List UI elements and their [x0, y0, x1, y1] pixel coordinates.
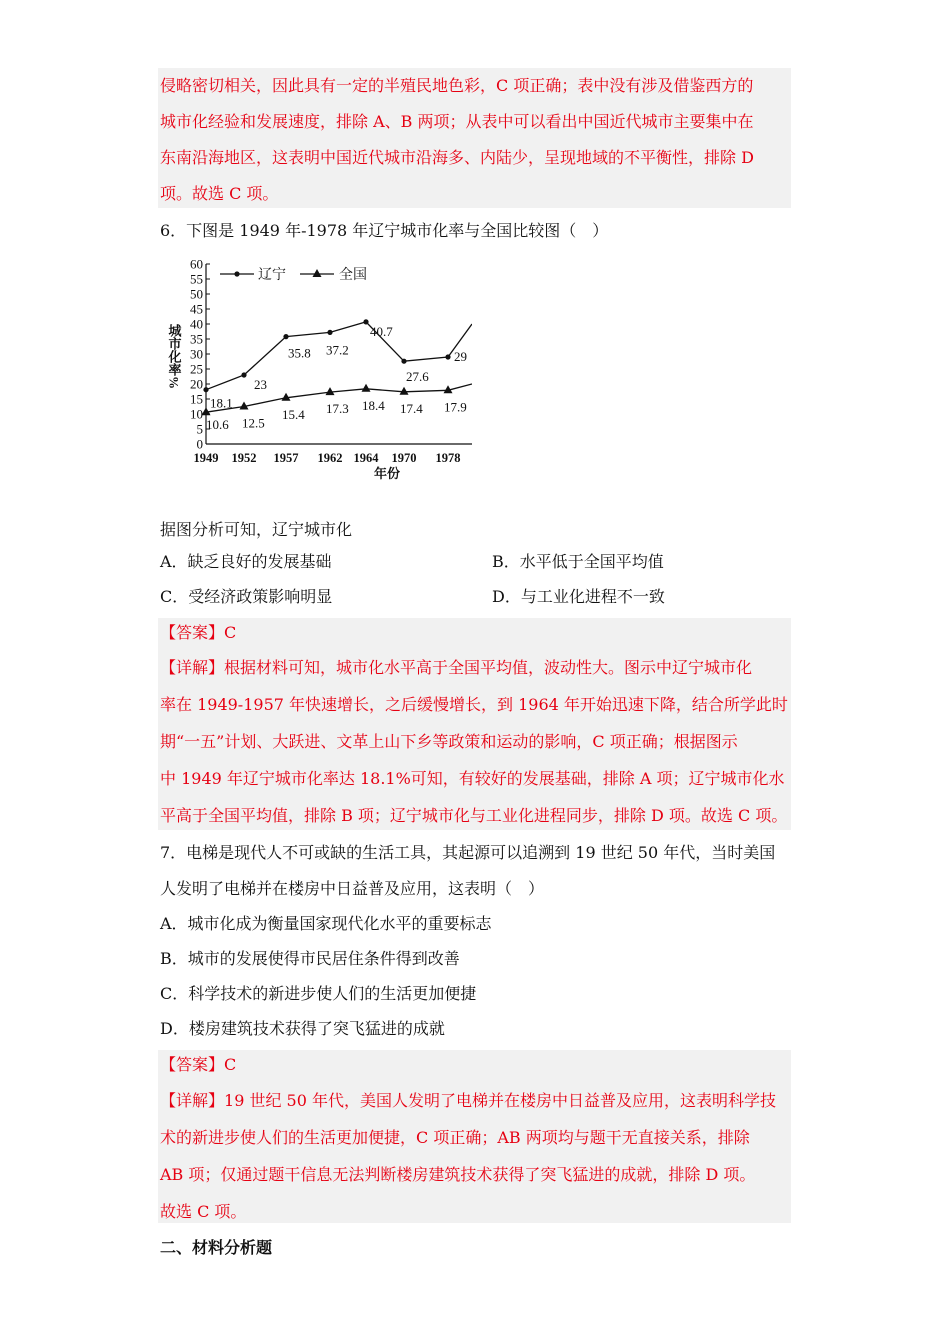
y-tick-label: 10 [190, 406, 203, 422]
liaoning-point [203, 387, 208, 392]
national-data-label: 17.9 [444, 399, 467, 415]
q6-detail-tag: 【详解】 [160, 658, 225, 677]
y-tick-label: 25 [190, 361, 203, 377]
y-axis-label: 城市化率% [166, 324, 182, 389]
liaoning-data-label: 29 [454, 349, 467, 364]
q6-answer-value: C [224, 623, 237, 642]
q6-option-d[interactable]: D．与工业化进程不一致 [492, 587, 665, 606]
national-data-label: 10.6 [206, 417, 229, 433]
x-axis-label: 年份 [374, 466, 401, 481]
q6-option-a[interactable]: A．缺乏良好的发展基础 [160, 552, 332, 571]
q7-answer-tag: 【答案】 [160, 1055, 225, 1074]
q7-stem-line-2: 人发明了电梯并在楼房中日益普及应用，这表明（ ） [160, 879, 545, 898]
q6-detail-first: 根据材料可知，城市化水平高于全国平均值，波动性大。图示中辽宁城市化 [224, 658, 753, 677]
liaoning-data-label: 18.1 [210, 395, 233, 411]
q6-detail-line-5: 平高于全国平均值，排除 B 项；辽宁城市化与工业化进程同步，排除 D 项。故选 C 项。 [160, 806, 788, 825]
x-tick-label: 1957 [273, 451, 299, 465]
y-tick-label: 20 [190, 376, 203, 392]
urbanization-chart [160, 254, 472, 482]
x-tick-label: 1962 [317, 451, 343, 465]
x-tick-label: 1964 [353, 451, 379, 465]
chart-series [202, 319, 473, 432]
national-data-label: 18.4 [362, 397, 385, 413]
q6-detail-line-1 [160, 656, 752, 680]
q7-option-a[interactable]: A．城市化成为衡量国家现代化水平的重要标志 [160, 914, 492, 933]
national-point [362, 384, 371, 392]
q6-option-c[interactable]: C．受经济政策影响明显 [160, 587, 333, 606]
q7-detail-line-3: AB 项；仅通过题干信息无法判断楼房建筑技术获得了突飞猛进的成就，排除 D 项。 [160, 1165, 756, 1184]
q7-option-d[interactable]: D．楼房建筑技术获得了突飞猛进的成就 [160, 1019, 445, 1038]
q6-option-b[interactable]: B．水平低于全国平均值 [492, 552, 664, 571]
top-explanation-line-4: 项。故选 C 项。 [160, 184, 279, 203]
liaoning-point [363, 319, 368, 324]
q6-answer-tag: 【答案】 [160, 623, 225, 642]
national-data-label: 17.3 [326, 401, 349, 417]
legend-liaoning-marker [234, 271, 239, 276]
q7-answer [160, 1053, 236, 1077]
q6-detail-line-4: 中 1949 年辽宁城市化率达 18.1%可知，有较好的发展基础，排除 A 项；辽宁城市化水 [160, 769, 785, 788]
q6-stem: 6．下图是 1949 年-1978 年辽宁城市化率与全国比较图（ ） [160, 221, 609, 240]
x-tick-label: 1949 [193, 451, 219, 465]
x-axis [194, 444, 473, 465]
x-tick-label: 1970 [391, 451, 417, 465]
liaoning-data-label: 35.8 [288, 345, 311, 361]
liaoning-data-label: 40.7 [370, 323, 393, 339]
national-data-label: 17.4 [400, 400, 423, 416]
liaoning-point [327, 330, 332, 335]
legend-national-marker [313, 269, 322, 277]
q7-option-b[interactable]: B．城市的发展使得市民居住条件得到改善 [160, 949, 460, 968]
y-tick-label: 0 [196, 436, 203, 452]
q7-stem-line-1: 7．电梯是现代人不可或缺的生活工具，其起源可以追溯到 19 世纪 50 年代，当时美国 [160, 843, 776, 862]
y-tick-label: 35 [190, 331, 203, 347]
q6-prompt: 据图分析可知，辽宁城市化 [160, 520, 353, 539]
y-tick-label: 40 [190, 316, 203, 332]
national-point [400, 387, 409, 395]
q7-detail-line-1 [160, 1089, 776, 1113]
y-tick-label: 15 [190, 391, 203, 407]
top-explanation-line-2: 城市化经验和发展速度，排除 A、B 两项；从表中可以看出中国近代城市主要集中在 [160, 112, 754, 131]
x-tick-label: 1978 [435, 451, 461, 465]
national-data-label: 15.4 [282, 406, 305, 422]
q7-answer-value: C [224, 1055, 237, 1074]
y-tick-label: 55 [190, 271, 203, 287]
top-explanation-line-1: 侵略密切相关，因此具有一定的半殖民地色彩，C 项正确；表中没有涉及借鉴西方的 [160, 76, 754, 95]
q6-answer-bg [158, 618, 791, 830]
q7-detail-first: 19 世纪 50 年代，美国人发明了电梯并在楼房中日益普及应用，这表明科学技 [224, 1091, 776, 1110]
liaoning-point [445, 354, 450, 359]
chart-legend [220, 267, 367, 283]
legend-liaoning-label: 辽宁 [258, 268, 286, 283]
liaoning-point [401, 359, 406, 364]
liaoning-point [241, 372, 246, 377]
top-explanation-line-3: 东南沿海地区，这表明中国近代城市沿海多、内陆少，呈现地域的不平衡性，排除 D [160, 148, 754, 167]
liaoning-point [283, 334, 288, 339]
liaoning-data-label: 23 [254, 377, 267, 392]
y-tick-label: 5 [196, 421, 203, 437]
x-tick-label: 1952 [231, 451, 257, 465]
q7-detail-line-2: 术的新进步使人们的生活更加便捷，C 项正确；AB 两项均与题干无直接关系，排除 [160, 1128, 750, 1147]
y-tick-label: 50 [190, 286, 203, 302]
q6-detail-line-2: 率在 1949-1957 年快速增长，之后缓慢增长，到 1964 年开始迅速下降，结合所学此时 [160, 695, 788, 714]
q7-detail-tag: 【详解】 [160, 1091, 225, 1110]
y-tick-label: 30 [190, 346, 203, 362]
national-data-label: 12.5 [242, 415, 265, 431]
national-point [326, 387, 335, 395]
legend-national-label: 全国 [339, 268, 367, 283]
y-tick-label: 60 [190, 256, 203, 272]
q6-answer [160, 621, 236, 645]
q7-detail-line-4: 故选 C 项。 [160, 1202, 247, 1221]
liaoning-data-label: 27.6 [406, 369, 429, 385]
section-title: 二、材料分析题 [160, 1238, 273, 1257]
y-tick-label: 45 [190, 301, 203, 317]
q6-detail-line-3: 期“一五”计划、大跃进、文革上山下乡等政策和运动的影响，C 项正确；根据图示 [160, 732, 738, 751]
q7-option-c[interactable]: C．科学技术的新进步使人们的生活更加便捷 [160, 984, 477, 1003]
liaoning-data-label: 37.2 [326, 342, 349, 358]
